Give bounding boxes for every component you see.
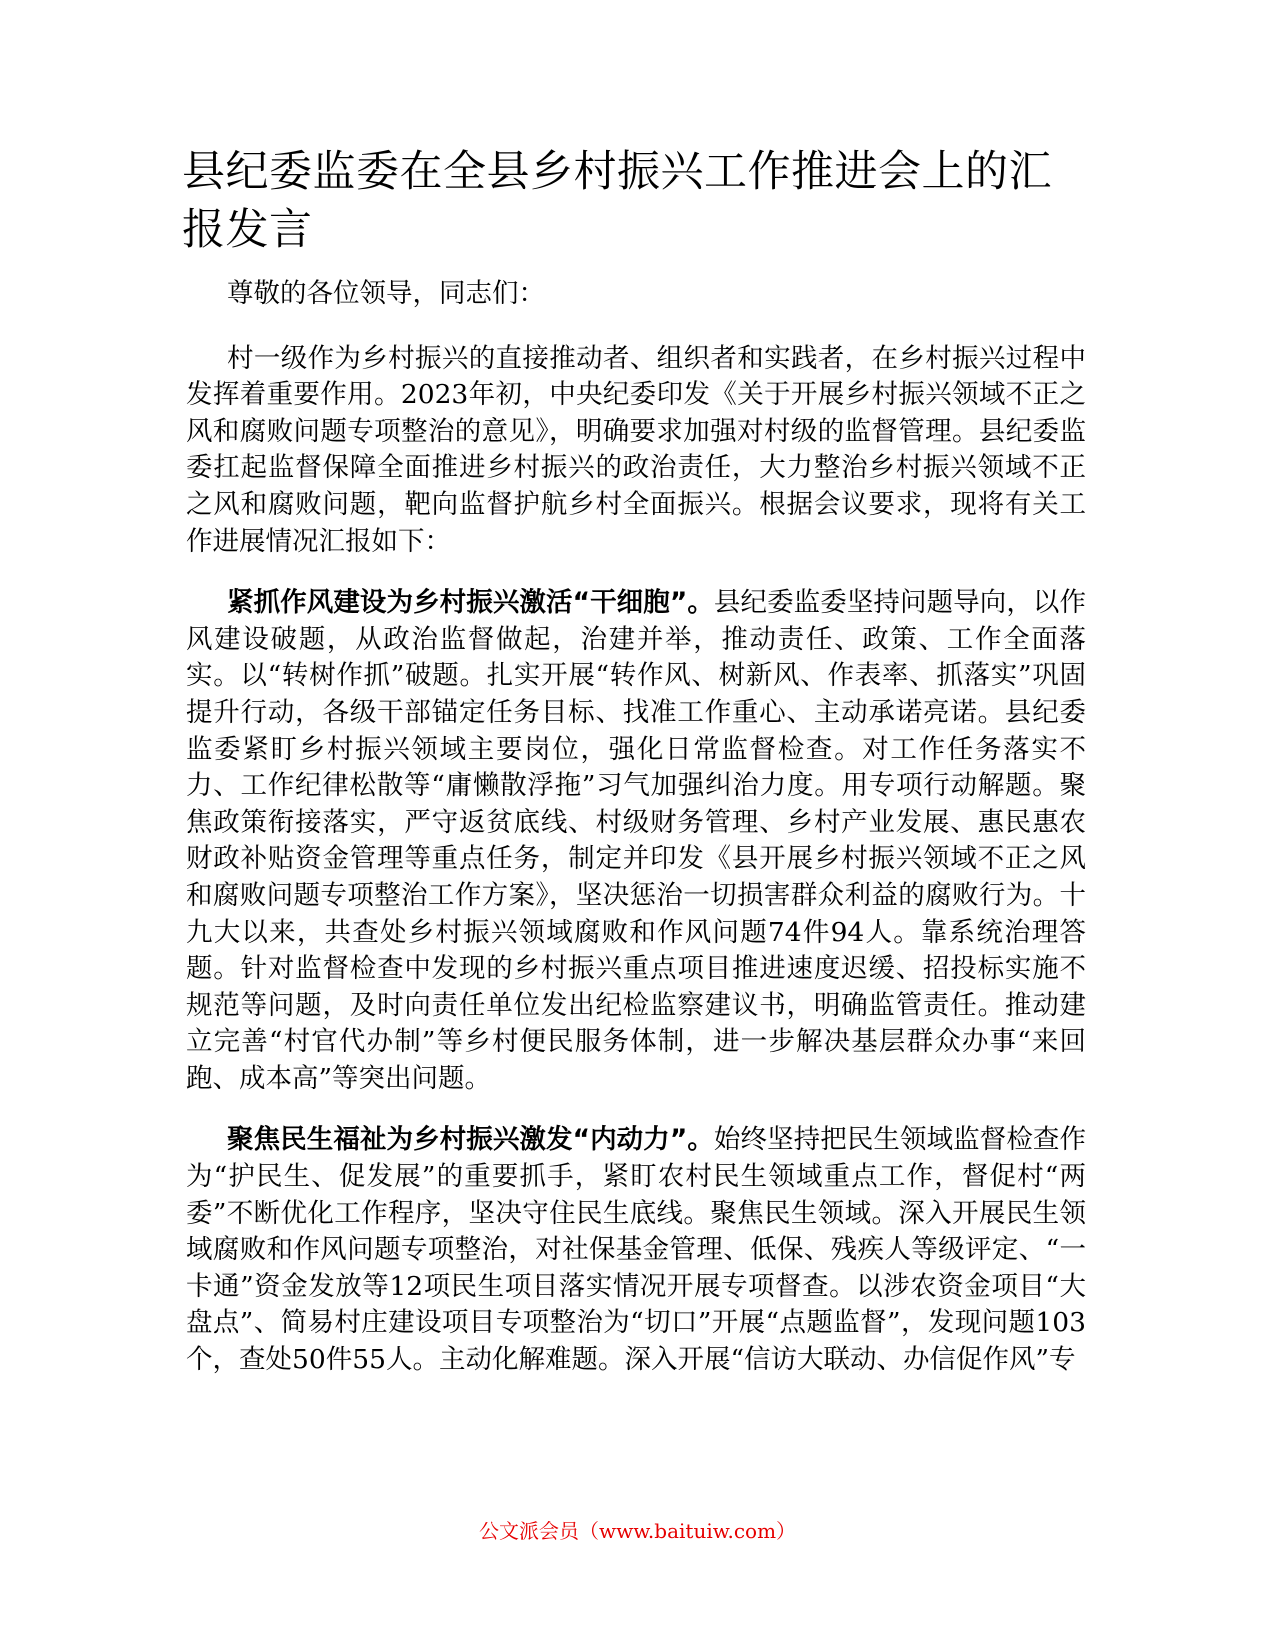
section-paragraph-2 — [186, 1122, 1086, 1378]
intro-paragraph: 村一级作为乡村振兴的直接推动者、组织者和实践者，在乡村振兴过程中发挥着重要作用。2023年初，中央纪委印发《关于开展乡村振兴领域不正之风和腐败问题专项整治的意见》，明确要求加强对村级的监督管理。县纪委监委扛起监督保障全面推进乡村振兴的政治责任，大力整治乡村振兴领域不正之风和腐败问题，靶向监督护航乡村全面振兴。根据会议要求，现将有关工作进展情况汇报如下： — [186, 342, 1086, 557]
footer-watermark: 公文派会员（www.baituiw.com） — [478, 1519, 797, 1543]
section-lead-2: 聚焦民生福祉为乡村振兴激发“内动力”。 — [227, 1124, 714, 1156]
section-text-2: 始终坚持把民生领域监督检查作为“护民生、促发展”的重要抓手，紧盯农村民生领域重点工作，督促村“两委”不断优化工作程序，坚决守住民生底线。聚焦民生领域。深入开展民生领域腐败和作风问题专项整治，对社保基金管理、低保、残疾人等级评定、“一卡通”资金发放等12项民生项目落实情况开展专项督查。以涉农资金项目“大盘点”、简易村庄建设项目专项整治为“切口”开展“点题监督”，发现问题103个，查处50件55人。主动化解难题。深入开展“信访大联动、办信促作风”专 — [186, 1124, 1087, 1376]
section-paragraph-1 — [186, 585, 1086, 1097]
greeting-paragraph: 尊敬的各位领导，同志们： — [227, 278, 545, 309]
document-title: 县纪委监委在全县乡村振兴工作推进会上的汇报发言 — [182, 147, 1052, 255]
section-text-1: 县纪委监委坚持问题导向，以作风建设破题，从政治监督做起，治建并举，推动责任、政策、工作全面落实。以“转树作抓”破题。扎实开展“转作风、树新风、作表率、抓落实”巩固提升行动，各级干部锚定任务目标、找准工作重心、主动承诺亮诺。县纪委监委紧盯乡村振兴领域主要岗位，强化日常监督检查。对工作任务落实不力、工作纪律松散等“庸懒散浮拖”习气加强纠治力度。用专项行动解题。聚焦政策衔接落实，严守返贫底线、村级财务管理、乡村产业发展、惠民惠农财政补贴资金管理等重点任务，制定并印发《县开展乡村振兴领域不正之风和腐败问题专项整治工作方案》，坚决惩治一切损害群众利益的腐败行为。十九大以来，共查处乡村振兴领域腐败和作风问题74件94人。靠系统治理答题。针对监督检查中发现的乡村振兴重点项目推进速度迟缓、招投标实施不规范等问题，及时向责任单位发出纪检监察建议书，明确监管责任。推动建立完善“村官代办制”等乡村便民服务体制，进一步解决基层群众办事“来回跑、成本高”等突出问题。 — [186, 587, 1087, 1094]
document-body — [186, 276, 1086, 1404]
section-lead-1: 紧抓作风建设为乡村振兴激活“干细胞”。 — [227, 587, 714, 619]
